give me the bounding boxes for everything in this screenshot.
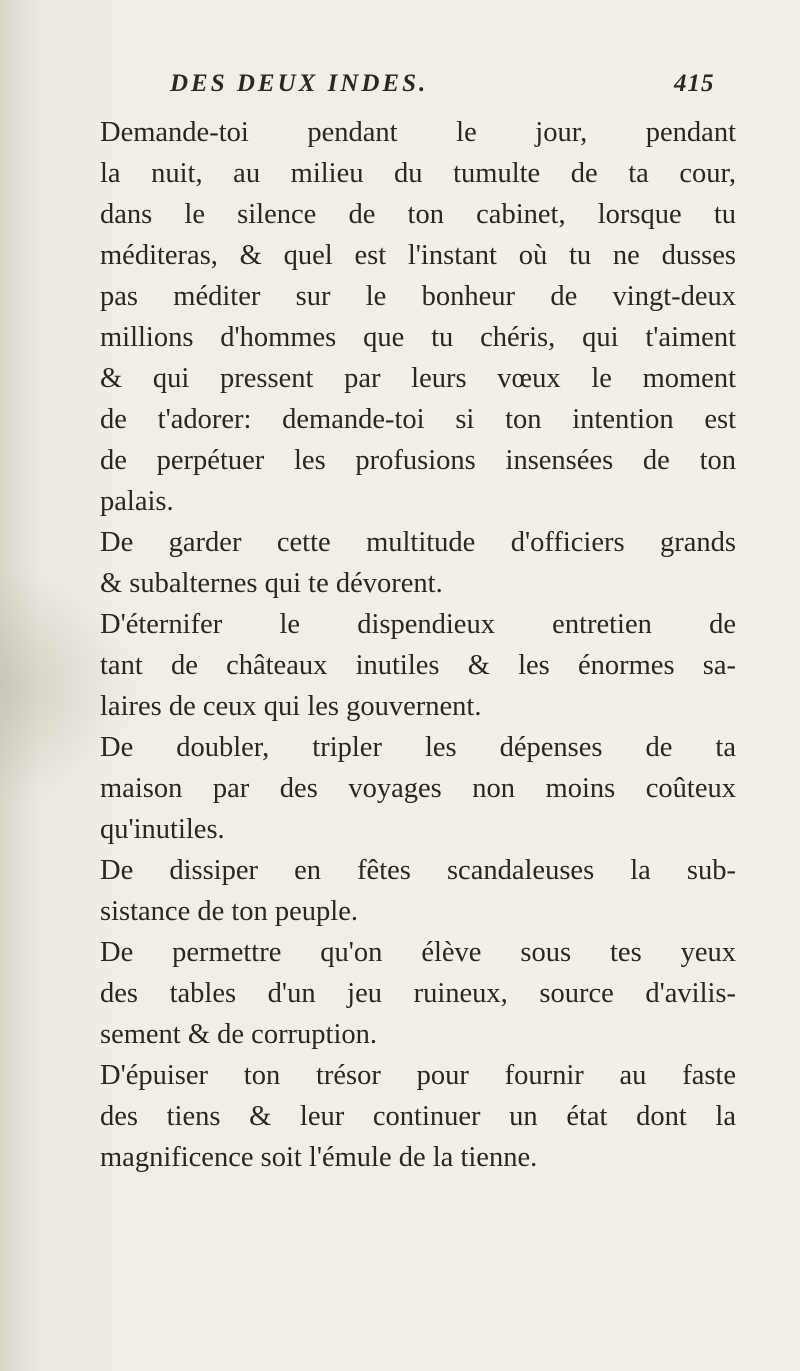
text-line: & qui pressent par leurs vœux le moment (100, 363, 736, 394)
running-head-title: DES DEUX INDES. (170, 70, 429, 97)
text-line: sement & de corruption. (100, 1019, 378, 1050)
paragraph (66, 727, 736, 850)
text-line: tant de châteaux inutiles & les énormes sa- (100, 650, 736, 681)
paragraph (66, 850, 736, 932)
text-line: qu'inutiles. (100, 814, 225, 845)
text-line: De garder cette multitude d'officiers grands (100, 527, 736, 558)
page-number: 415 (674, 70, 715, 97)
text-line: D'éternifer le dispendieux entretien de (100, 609, 736, 640)
text-line: dans le silence de ton cabinet, lorsque tu (100, 199, 736, 230)
text-line: méditeras, & quel est l'instant où tu ne dusses (100, 240, 736, 271)
text-line: D'épuiser ton trésor pour fournir au faste (100, 1060, 736, 1091)
paragraph (66, 932, 736, 1055)
paragraph (66, 112, 736, 522)
text-line: laires de ceux qui les gouvernent. (100, 691, 482, 722)
text-line: de t'adorer: demande-toi si ton intention est (100, 404, 736, 435)
running-head (170, 70, 730, 110)
text-line: pas méditer sur le bonheur de vingt-deux (100, 281, 736, 312)
text-line: De doubler, tripler les dépenses de ta (100, 732, 736, 763)
text-line: Demande-toi pendant le jour, pendant (100, 117, 736, 148)
paragraph (66, 604, 736, 727)
text-line: maison par des voyages non moins coûteux (100, 773, 736, 804)
body-text (66, 112, 736, 1178)
text-line: De permettre qu'on élève sous tes yeux (100, 937, 736, 968)
text-line: de perpétuer les profusions insensées de ton (100, 445, 736, 476)
text-line: magnificence soit l'émule de la tienne. (100, 1142, 538, 1173)
text-line: des tables d'un jeu ruineux, source d'avilis- (100, 978, 736, 1009)
text-line: palais. (100, 486, 174, 517)
text-line: & subalternes qui te dévorent. (100, 568, 443, 599)
text-line: des tiens & leur continuer un état dont la (100, 1101, 736, 1132)
text-line: De dissiper en fêtes scandaleuses la sub- (100, 855, 736, 886)
text-line: la nuit, au milieu du tumulte de ta cour, (100, 158, 736, 189)
text-line: millions d'hommes que tu chéris, qui t'aiment (100, 322, 736, 353)
text-line: sistance de ton peuple. (100, 896, 359, 927)
paragraph (66, 1055, 736, 1178)
paragraph (66, 522, 736, 604)
